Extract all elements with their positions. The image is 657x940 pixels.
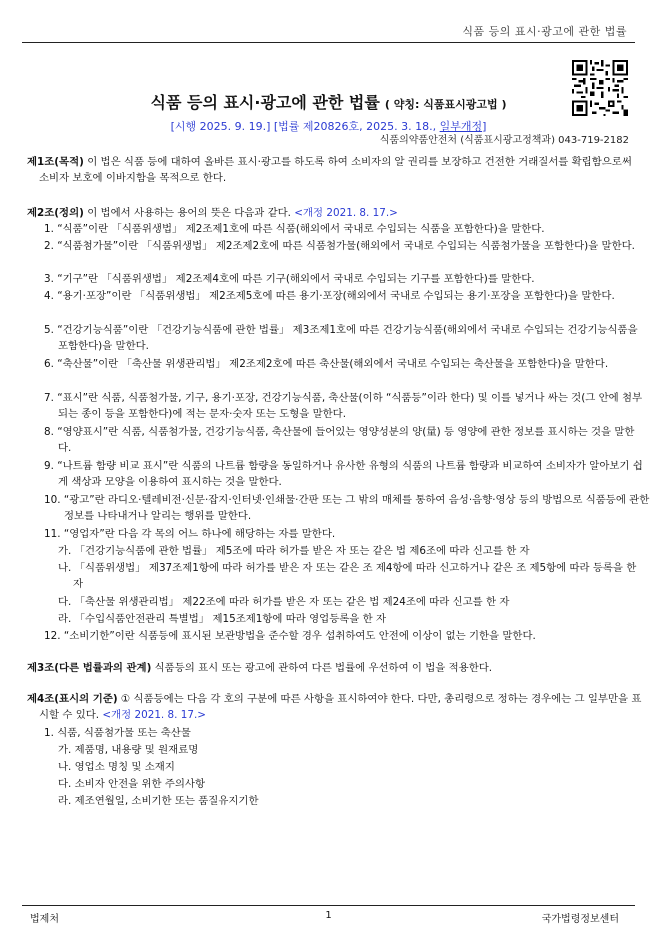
- list-item: 12. “소비기한”이란 식품등에 표시된 보관방법을 준수할 경우 섭취하여도 안전에 이상이 없는 기한을 말한다.: [44, 630, 536, 642]
- article-4-text: ① 식품등에는 다음 각 호의 구분에 따른 사항을 표시하여야 한다. 다만, 총리령으로 정하는 경우에는 그 일부만을 표시할 수 있다.: [39, 693, 642, 721]
- sub-list-item: 나. 「식품위생법」 제37조제1항에 따라 허가를 받은 자 또는 같은 조 제4항에 따라 신고하거나 같은 조 제5항에 따라 등록을 한 자: [58, 562, 637, 590]
- list-item: 4. “용기·포장”이란 「식품위생법」 제2조제5호에 따른 용기·포장(해외에서 국내로 수입되는 용기·포장을 포함한다)을 말한다.: [44, 290, 615, 302]
- list-item: 3. “기구”란 「식품위생법」 제2조제4호에 따른 기구(해외에서 국내로 수입되는 기구를 포함한다)를 말한다.: [44, 273, 535, 285]
- enforcement-suffix: ]: [482, 120, 487, 133]
- article-3-text: 식품등의 표시 또는 광고에 관하여 다른 법률에 우선하여 이 법을 적용한다.: [151, 662, 493, 674]
- law-title: [0, 90, 657, 113]
- article-4: [27, 691, 644, 723]
- article-1-text: 이 법은 식품 등에 대하여 올바른 표시·광고를 하도록 하여 소비자의 알 권리를 보장하고 건전한 거래질서를 확립함으로써 소비자 보호에 이바지함을 목적으로 한다.: [39, 156, 632, 184]
- ministry-contact: 식품의약품안전처 (식품표시광고정책과) 043-719-2182: [379, 135, 629, 146]
- sub-list-item: 다. 「축산물 위생관리법」 제22조에 따라 허가를 받은 자 또는 같은 법 제24조에 따라 신고를 한 자: [58, 596, 510, 608]
- law-title-abbreviation: ( 약칭: 식품표시광고법 ): [384, 98, 507, 111]
- sub-list-item: 나. 영업소 명칭 및 소재지: [58, 761, 175, 773]
- list-item: 10. “광고”란 라디오·텔레비전·신문·잡지·인터넷·인쇄물·간판 또는 그 밖의 매체를 통하여 음성·음향·영상 등의 방법으로 식품등에 관한 정보를 나타내거나 알리는 행위를 말한다.: [44, 494, 650, 522]
- footer-divider: [22, 905, 635, 906]
- list-item: 1. “식품”이란 「식품위생법」 제2조제1호에 따른 식품(해외에서 국내로 수입되는 식품을 포함한다)을 말한다.: [44, 223, 545, 235]
- amendment-link[interactable]: 일부개정: [439, 120, 483, 133]
- sub-list-item: 가. 「건강기능식품에 관한 법률」 제5조에 따라 허가를 받은 자 또는 같은 법 제6조에 따라 신고를 한 자: [58, 545, 530, 557]
- list-item: 7. “표시”란 식품, 식품첨가물, 기구, 용기·포장, 건강기능식품, 축산물(이하 “식품등”이라 한다) 및 이를 넣거나 싸는 것(그 안에 첨부되는 종이 등을 포함한다)에 적는 문자·숫자 또는 도형을 말한다.: [44, 392, 643, 420]
- article-3-heading: 제3조(다른 법률과의 관계): [27, 662, 152, 674]
- article-2: [27, 205, 632, 221]
- sub-list-item: 라. 「수입식품안전관리 특별법」 제15조제1항에 따라 영업등록을 한 자: [58, 613, 387, 625]
- header-divider: [22, 42, 635, 43]
- sub-list-item: 라. 제조연월일, 소비기한 또는 품질유지기한: [58, 795, 259, 807]
- list-item: 8. “영양표시”란 식품, 식품첨가물, 건강기능식품, 축산물에 들어있는 영양성분의 양(量) 등 영양에 관한 정보를 표시하는 것을 말한다.: [44, 426, 635, 454]
- law-title-main: 식품 등의 표시·광고에 관한 법률: [150, 93, 380, 112]
- article-4-revision-note: <개정 2021. 8. 17.>: [102, 709, 206, 721]
- running-header: 식품 등의 표시·광고에 관한 법률: [462, 25, 627, 38]
- enforcement-prefix: [시행 2025. 9. 19.] [법률 제20826호, 2025. 3. 18.,: [170, 120, 440, 133]
- article-3: [27, 660, 632, 676]
- list-item: 11. “영업자”란 다음 각 목의 어느 하나에 해당하는 자를 말한다.: [44, 528, 336, 540]
- list-item: 6. “축산물”이란 「축산물 위생관리법」 제2조제2호에 따른 축산물(해외에서 국내로 수입되는 축산물을 포함한다)을 말한다.: [44, 358, 609, 370]
- list-item: 5. “건강기능식품”이란 「건강기능식품에 관한 법률」 제3조제1호에 따른 건강기능식품(해외에서 국내로 수입되는 건강기능식품을 포함한다)을 말한다.: [44, 324, 638, 352]
- list-item: 2. “식품첨가물”이란 「식품위생법」 제2조제2호에 따른 식품첨가물(해외에서 국내로 수입되는 식품첨가물을 포함한다)을 말한다.: [44, 240, 635, 252]
- article-2-revision-note: <개정 2021. 8. 17.>: [294, 207, 398, 219]
- article-1: [27, 154, 632, 186]
- page-number: 1: [325, 910, 332, 921]
- sub-list-item: 가. 제품명, 내용량 및 원재료명: [58, 744, 199, 756]
- article-1-heading: 제1조(목적): [27, 156, 84, 168]
- list-item: 1. 식품, 식품첨가물 또는 축산물: [44, 727, 191, 739]
- article-4-heading: 제4조(표시의 기준): [27, 693, 118, 705]
- article-2-heading: 제2조(정의): [27, 207, 84, 219]
- list-item: 9. “나트륨 함량 비교 표시”란 식품의 나트륨 함량을 동일하거나 유사한 유형의 식품의 나트륨 함량과 비교하여 소비자가 알아보기 쉽게 색상과 모양을 이용하여 표시하는 것을 말한다.: [44, 460, 643, 488]
- article-2-text: 이 법에서 사용하는 용어의 뜻은 다음과 같다.: [83, 207, 295, 219]
- footer-publisher: 법제처: [30, 914, 59, 925]
- sub-list-item: 다. 소비자 안전을 위한 주의사항: [58, 778, 205, 790]
- footer-source: 국가법령정보센터: [541, 914, 619, 925]
